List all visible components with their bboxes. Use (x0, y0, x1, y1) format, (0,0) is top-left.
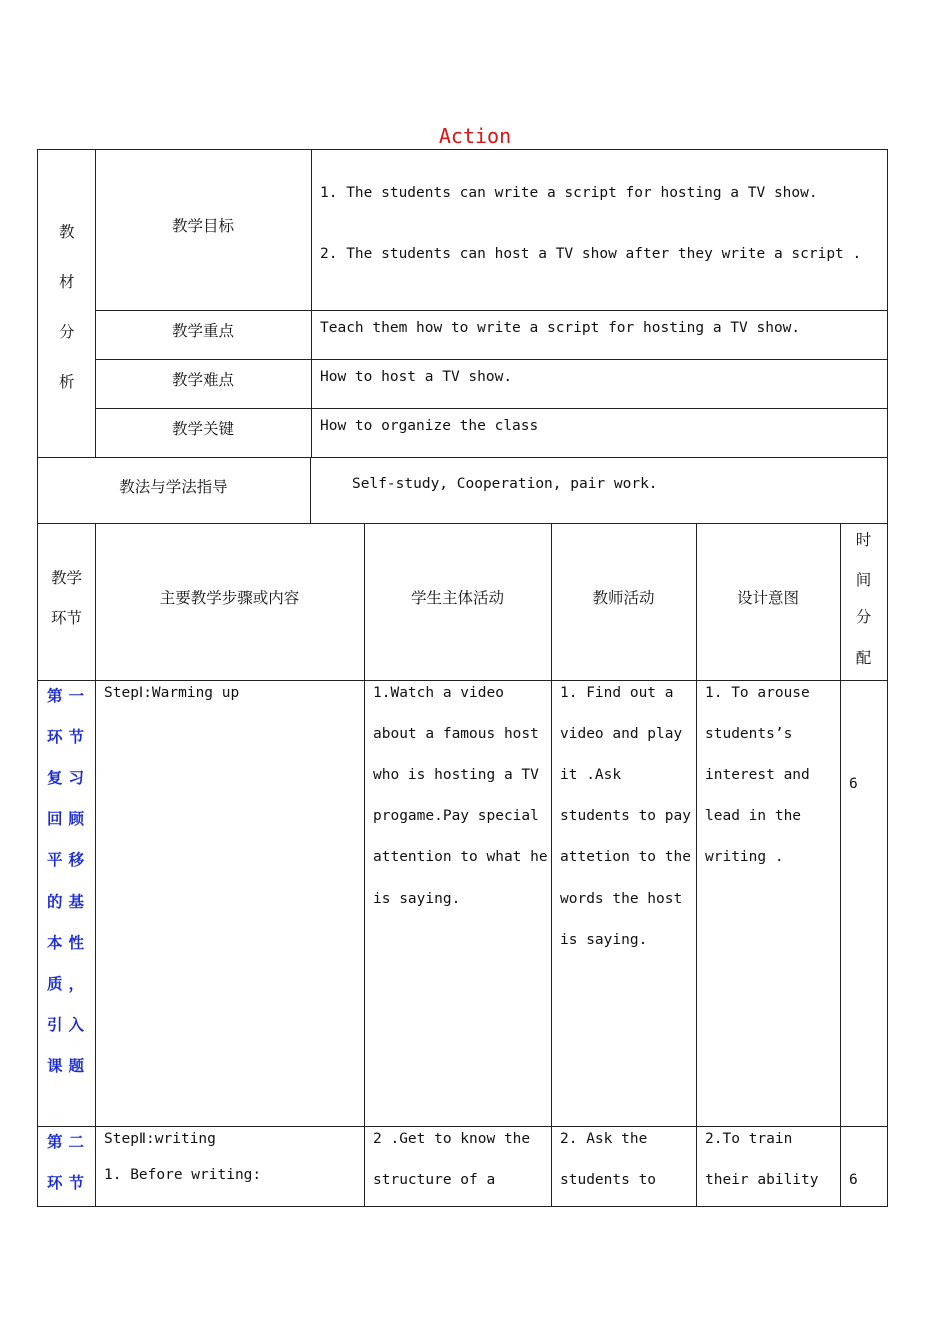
stage1-name-line: 复习 (47, 769, 91, 787)
stage1-name-line: 本性 (47, 934, 91, 952)
stage1-name-line: 环节 (47, 728, 91, 746)
stage1-time: 6 (849, 776, 858, 792)
stage2-step-line: 1. Before writing: (104, 1167, 262, 1183)
header-time: 间 (855, 571, 872, 589)
stage1-teacher-line: is saying. (560, 932, 648, 948)
stage1-name-line: 的基 (47, 893, 91, 911)
stage2-time: 6 (849, 1172, 858, 1188)
stage1-step: StepⅠ:Warming up (104, 685, 240, 701)
objective-item: 2. The students can host a TV show after they write a script . (320, 246, 862, 262)
difficulty-label: 教学难点 (171, 371, 234, 389)
stage1-student-line: progame.Pay special (373, 808, 539, 824)
stage1-name-line: 课题 (47, 1057, 91, 1075)
stage1-design-line: students’s (705, 726, 793, 742)
header-stage: 教学 (51, 569, 83, 587)
header-design: 设计意图 (736, 589, 799, 607)
stage2-name-line: 环节 (47, 1174, 91, 1192)
objective-item: 1. The students can write a script for hosting a TV show. (320, 185, 818, 201)
stage2-student-line: structure of a (373, 1172, 496, 1188)
stage1-design-line: lead in the (705, 808, 802, 824)
key-link-value: How to organize the class (320, 418, 539, 434)
stage1-name-line: 第一 (47, 687, 91, 705)
methods-value: Self-study, Cooperation, pair work. (352, 476, 658, 492)
stage1-design-line: interest and (705, 767, 810, 783)
header-stage: 环节 (51, 609, 83, 627)
stage1-design-line: 1. To arouse (705, 685, 810, 701)
stage1-teacher-line: students to pay (560, 808, 691, 824)
key-point-label: 教学重点 (171, 322, 234, 340)
stage1-student-line: attention to what he (373, 849, 548, 865)
header-steps: 主要教学步骤或内容 (159, 589, 300, 607)
stage1-student-line: who is hosting a TV (373, 767, 539, 783)
analysis-label-char: 析 (59, 373, 75, 391)
stage2-teacher-line: 2. Ask the (560, 1131, 648, 1147)
stage1-name-line: 引入 (47, 1016, 91, 1034)
stage1-teacher-line: video and play (560, 726, 683, 742)
stage2-design-line: their ability (705, 1172, 819, 1188)
header-time: 配 (855, 649, 872, 667)
stage2-teacher-line: students to (560, 1172, 657, 1188)
stage1-name-line: 回顾 (47, 810, 91, 828)
stage1-teacher-line: words the host (560, 891, 683, 907)
stage1-teacher-line: 1. Find out a (560, 685, 674, 701)
analysis-label-char: 材 (59, 273, 75, 291)
stage1-name-line: 质， (47, 975, 91, 993)
stage1-teacher-line: it .Ask (560, 767, 622, 783)
stage2-design-line: 2.To train (705, 1131, 793, 1147)
stage1-design-line: writing . (705, 849, 784, 865)
stage2-step-line: StepⅡ:writing (104, 1131, 216, 1147)
key-point-value: Teach them how to write a script for hosting a TV show. (320, 320, 801, 336)
key-link-label: 教学关键 (171, 420, 234, 438)
analysis-label-char: 分 (59, 323, 75, 341)
stage2-student-line: 2 .Get to know the (373, 1131, 531, 1147)
methods-label: 教法与学法指导 (119, 478, 228, 496)
stage1-student-line: about a famous host (373, 726, 539, 742)
stage2-name-line: 第二 (47, 1133, 91, 1151)
difficulty-value: How to host a TV show. (320, 369, 513, 385)
stage1-student-line: is saying. (373, 891, 461, 907)
analysis-label-char: 教 (59, 223, 75, 241)
header-student: 学生主体活动 (410, 589, 504, 607)
header-time: 分 (855, 608, 872, 626)
header-time: 时 (855, 531, 872, 549)
objectives-label: 教学目标 (171, 217, 234, 235)
stage1-student-line: 1.Watch a video (373, 685, 504, 701)
stage1-teacher-line: attetion to the (560, 849, 691, 865)
header-teacher: 教师活动 (592, 589, 655, 607)
stage1-name-line: 平移 (47, 851, 91, 869)
document-title: Action (438, 124, 512, 148)
